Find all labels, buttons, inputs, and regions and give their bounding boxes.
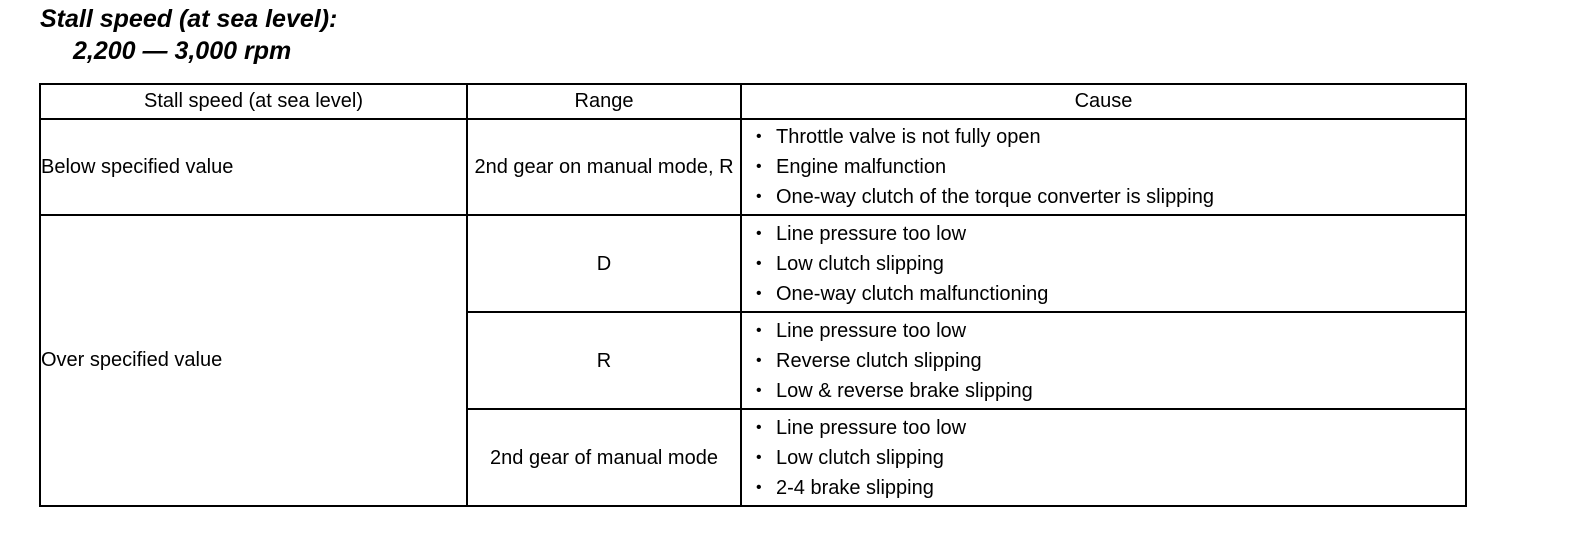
condition-over: Over specified value (40, 215, 467, 506)
cause-text: Low clutch slipping (776, 252, 944, 275)
cause-text: Line pressure too low (776, 319, 967, 342)
range-cell: R (467, 312, 741, 409)
bullet-icon: • (756, 158, 762, 175)
cause-item (754, 152, 1465, 182)
stall-speed-table (39, 83, 1467, 507)
cause-text: Reverse clutch slipping (776, 349, 982, 372)
bullet-icon: • (756, 224, 762, 242)
header-range: Range (467, 84, 741, 119)
header-cause: Cause (741, 84, 1466, 119)
cause-item (754, 376, 1465, 406)
cause-text: Line pressure too low (776, 222, 967, 245)
bullet-icon: • (756, 284, 762, 302)
bullet-icon: • (756, 381, 762, 399)
bullet-icon: • (756, 128, 762, 145)
cause-text: One-way clutch of the torque converter is slipping (776, 186, 1214, 208)
cause-text: Throttle valve is not fully open (776, 126, 1041, 148)
cause-item (754, 219, 1465, 249)
cause-text: Engine malfunction (776, 156, 947, 178)
table-header (40, 84, 1466, 119)
spec-title: Stall speed (at sea level): (40, 5, 338, 33)
bullet-icon: • (756, 478, 762, 496)
cause-text: One-way clutch malfunctioning (776, 282, 1049, 305)
range-cell: 2nd gear of manual mode (467, 409, 741, 506)
spec-value: 2,200 — 3,000 rpm (73, 37, 292, 65)
bullet-icon: • (756, 321, 762, 339)
range-cell: 2nd gear on manual mode, R (467, 119, 741, 215)
cause-item (754, 122, 1465, 152)
condition-below: Below specified value (40, 119, 467, 215)
cause-item (754, 443, 1465, 473)
bullet-icon: • (756, 418, 762, 436)
cause-item (754, 413, 1465, 443)
table-row (40, 215, 1466, 312)
cause-item (754, 346, 1465, 376)
cause-cell (741, 119, 1466, 215)
cause-text: 2-4 brake slipping (776, 476, 934, 499)
cause-text: Low & reverse brake slipping (776, 379, 1033, 402)
range-cell: D (467, 215, 741, 312)
cause-text: Line pressure too low (776, 416, 967, 439)
cause-item (754, 182, 1465, 212)
cause-list (742, 219, 1465, 309)
cause-item (754, 316, 1465, 346)
cause-list (742, 122, 1465, 212)
cause-cell (741, 215, 1466, 312)
cause-item (754, 249, 1465, 279)
header-row (40, 84, 1466, 119)
cause-item (754, 279, 1465, 309)
bullet-icon: • (756, 448, 762, 466)
cause-cell (741, 409, 1466, 506)
cause-list (742, 413, 1465, 503)
cause-text: Low clutch slipping (776, 446, 944, 469)
bullet-icon: • (756, 254, 762, 272)
table-row (40, 119, 1466, 215)
cause-list (742, 316, 1465, 406)
bullet-icon: • (756, 188, 762, 205)
cause-item (754, 473, 1465, 503)
bullet-icon: • (756, 351, 762, 369)
header-stall-speed: Stall speed (at sea level) (40, 84, 467, 119)
cause-cell (741, 312, 1466, 409)
